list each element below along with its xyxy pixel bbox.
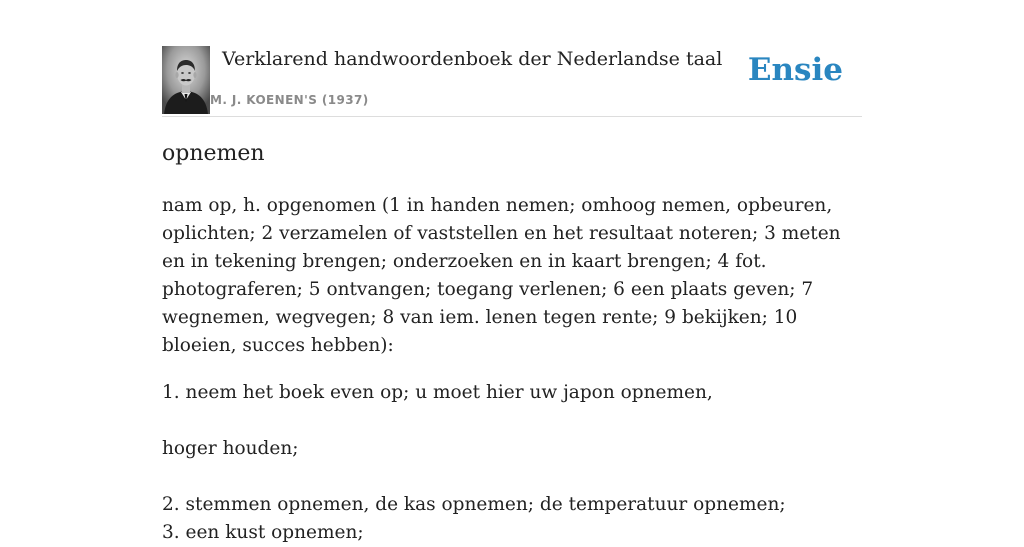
definition-line-1: 1. neem het boek even op; u moet hier uw japon opnemen, (162, 382, 713, 403)
definition-line-blank-2 (162, 463, 862, 491)
definition-line-3: 2. stemmen opnemen, de kas opnemen; de temperatuur opnemen; (162, 494, 786, 515)
dictionary-author: M. J. KOENEN'S (1937) (210, 93, 369, 107)
definition-line-2: hoger houden; (162, 438, 299, 459)
dictionary-title: Verklarend handwoordenboek der Nederlandse taal (222, 48, 723, 70)
portrait-image (162, 46, 210, 114)
entry-headword: opnemen (162, 141, 265, 166)
definition-intro: nam op, h. opgenomen (1 in handen nemen; omhoog nemen, opbeuren, oplichten; 2 verzamelen of vaststellen en het resultaat noteren; 3 meten en in tekening brengen; onderzoeken en in kaart brengen; 4 fot. photograferen; 5 ontvangen; toegang verlenen; 6 een plaats geven; 7 wegnemen, wegvegen; 8 van iem. lenen tegen rente; 9 bekijken; 10 bloeien, succes hebben): (162, 195, 841, 356)
definition-line-4: 3. een kust opnemen; (162, 522, 364, 543)
dictionary-header (162, 46, 862, 117)
brand-logo-link[interactable]: Ensie (747, 52, 843, 88)
author-portrait-icon (162, 46, 210, 114)
entry-definition (162, 192, 862, 547)
definition-line-blank-1 (162, 407, 862, 435)
